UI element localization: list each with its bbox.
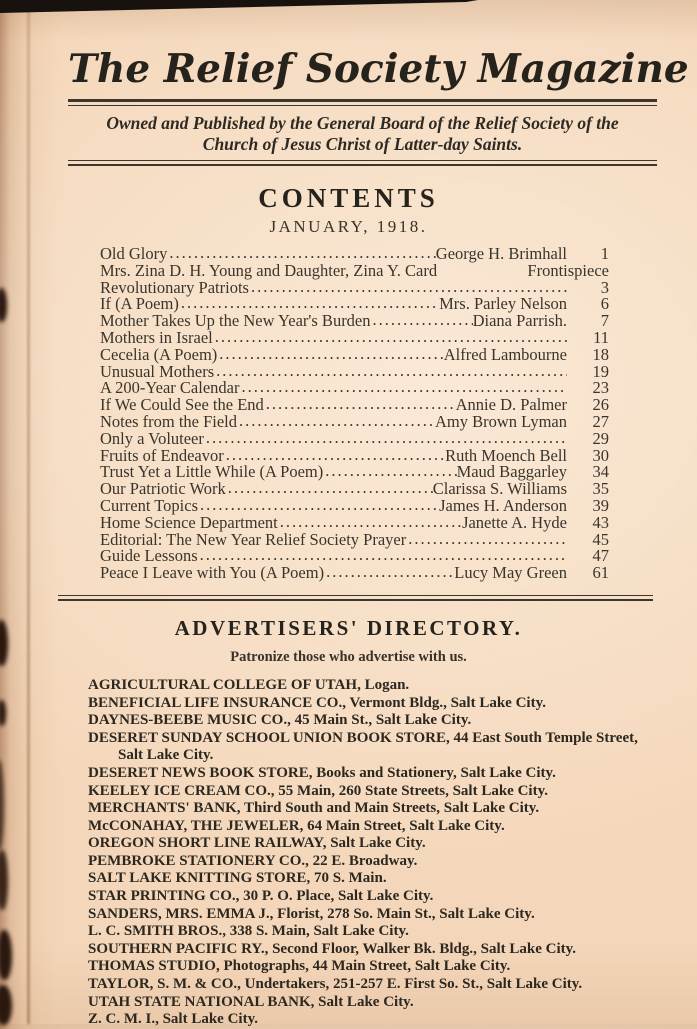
advertisers-tagline: Patronize those who advertise with us. [230,648,467,665]
advertiser-entry: PEMBROKE STATIONERY CO., 22 E. Broadway. [88,852,418,869]
advertiser-entry: DESERET SUNDAY SCHOOL UNION BOOK STORE, 44 East South Temple Street, Salt Lake City. [88,729,638,764]
toc-entry-author: Annie D. Palmer [455,395,567,415]
advertiser-entry: OREGON SHORT LINE RAILWAY, Salt Lake City. [88,835,426,852]
advertiser-entry: UTAH STATE NATIONAL BANK, Salt Lake City. [88,993,414,1010]
toc-leader-dots [167,246,435,263]
toc-entry-author: Lucy May Green [454,563,567,583]
advertiser-entry: AGRICULTURAL COLLEGE OF UTAH, Logan. [88,676,410,693]
advertiser-entry: DESERET NEWS BOOK STORE, Books and Stationery, Salt Lake City. [88,764,556,781]
toc-entry-author: Janette A. Hyde [462,512,567,532]
toc-entry-author: Alfred Lambourne [443,344,567,364]
toc-entry-page: 27 [592,411,609,431]
toc-entry-title: If (A Poem) [100,294,179,314]
toc-entry-title: Trust Yet a Little While (A Poem) [100,462,324,482]
toc-entry-page: 61 [592,563,609,583]
toc-leader-dots [278,515,462,532]
toc-leader-dots [198,548,567,565]
section-divider-rule [58,595,653,601]
toc-entry-title: Our Patriotic Work [100,479,226,499]
advertiser-entry: MERCHANTS' BANK, Third South and Main Streets, Salt Lake City. [88,800,540,817]
toc-entry-author: Mrs. Parley Nelson [439,294,567,314]
publisher-statement [68,113,657,155]
toc-entry-page: 7 [600,311,609,331]
toc-entry-page: 19 [592,361,609,381]
advertiser-entry: Z. C. M. I., Salt Lake City. [88,1011,259,1028]
toc-leader-dots [264,397,456,414]
toc-entry-title: Old Glory [100,244,168,263]
toc-leader-dots [226,481,433,498]
advertisers-heading: ADVERTISERS' DIRECTORY. [174,615,523,640]
toc-entry-title: Revolutionary Patriots [100,277,249,297]
toc-leader-dots [323,464,456,481]
toc-leader-dots [249,280,567,297]
toc-entry-author: James H. Anderson [439,495,567,515]
masthead [68,46,689,166]
toc-entry-title: Mothers in Israel [100,327,213,347]
toc-entry-title: Current Topics [100,495,198,515]
toc-leader-dots [204,431,567,448]
toc-entry-title: Notes from the Field [100,411,238,431]
toc-entry-page: 29 [592,428,609,448]
toc-leader-dots [213,330,567,347]
toc-entry-title: A 200-Year Calendar [100,378,240,398]
toc-leader-dots [406,532,567,549]
toc-entry-title: Only a Voluteer [100,428,204,448]
toc-leader-dots [214,364,567,381]
toc-entry-author: George H. Brimhall [435,244,567,263]
toc-entry-page: 45 [592,529,609,549]
advertisers-list [88,677,655,1029]
advertiser-entry: L. C. SMITH BROS., 338 S. Main, Salt Lake City. [88,923,409,940]
toc-entry-page: 39 [592,495,609,515]
toc-entry-title: Editorial: The New Year Relief Society Prayer [100,529,407,549]
table-of-contents [100,246,609,582]
toc-leader-dots [224,448,445,465]
toc-entry-page: 23 [592,378,609,398]
toc-entry-page: 18 [592,344,609,364]
toc-entry-title: Mrs. Zina D. H. Young and Daughter, Zina Y. Card [100,260,438,280]
toc-entry-author: Maud Baggarley [456,462,567,482]
advertiser-entry: SALT LAKE KNITTING STORE, 70 S. Main. [88,870,387,887]
toc-entry-title: Peace I Leave with You (A Poem) [100,563,325,583]
toc-entry-title: Guide Lessons [100,546,198,566]
toc-leader-dots [239,380,567,397]
toc-leader-dots [371,313,473,330]
toc-entry-title: Mother Takes Up the New Year's Burden [100,311,371,331]
advertiser-entry: STAR PRINTING CO., 30 P. O. Place, Salt Lake City. [88,888,434,905]
toc-entry-author: Diana Parrish. [472,311,567,331]
toc-entry [100,565,609,582]
double-rule-bottom [68,160,657,166]
contents-heading: CONTENTS [258,183,439,213]
toc-entry-author: Ruth Moench Bell [445,445,567,465]
toc-leader-dots [198,498,439,515]
double-rule-top [68,99,657,106]
advertiser-entry: KEELEY ICE CREAM CO., 55 Main, 260 State Streets, Salt Lake City. [88,782,549,799]
toc-entry-page: 26 [592,395,609,415]
advertiser-entry: THOMAS STUDIO, Photographs, 44 Main Street, Salt Lake City. [88,958,511,975]
advertiser-entry: BENEFICIAL LIFE INSURANCE CO., Vermont Bldg., Salt Lake City. [88,694,546,711]
advertiser-entry: SANDERS, MRS. EMMA J., Florist, 278 So. Main St., Salt Lake City. [88,905,535,922]
toc-entry-page: 30 [592,445,609,465]
toc-entry-title: Home Science Department [100,512,278,532]
advertiser-entry: McCONAHAY, THE JEWELER, 64 Main Street, Salt Lake City. [88,817,505,834]
toc-entry-page: 11 [593,327,609,347]
toc-entry-page: 47 [592,546,609,566]
toc-entry-title: Cecelia (A Poem) [100,344,218,364]
toc-entry-page: 43 [592,512,609,532]
toc-leader-dots [217,347,443,364]
toc-entry-page: 6 [600,294,609,314]
toc-entry-page: Frontispiece [527,260,609,280]
publisher-statement-line1: Owned and Published by the General Board of the Relief Society of the [106,113,619,133]
publisher-statement-line2: Church of Jesus Christ of Latter-day Saints. [202,134,523,154]
advertiser-entry: TAYLOR, S. M. & CO., Undertakers, 251-257 E. First So. St., Salt Lake City. [88,976,583,993]
toc-entry-page: 35 [592,479,609,499]
toc-entry-title: Unusual Mothers [100,361,215,381]
magazine-title: The Relief Society Magazine [68,46,689,92]
toc-entry-title: If We Could See the End [100,395,264,415]
toc-leader-dots [237,414,435,431]
toc-entry-title: Fruits of Endeavor [100,445,224,465]
toc-leader-dots [179,296,439,313]
toc-entry-page: 1 [600,244,609,263]
contents-issue-date: JANUARY, 1918. [269,217,428,236]
toc-entry-author: Amy Brown Lyman [435,411,567,431]
toc-leader-dots [324,565,454,582]
advertiser-entry: DAYNES-BEEBE MUSIC CO., 45 Main St., Salt Lake City. [88,712,472,729]
toc-entry-page: 3 [600,277,609,297]
toc-entry-page: 34 [592,462,609,482]
advertiser-entry: SOUTHERN PACIFIC RY., Second Floor, Walker Bk. Bldg., Salt Lake City. [88,940,577,957]
toc-entry-author: Clarissa S. Williams [432,479,567,499]
